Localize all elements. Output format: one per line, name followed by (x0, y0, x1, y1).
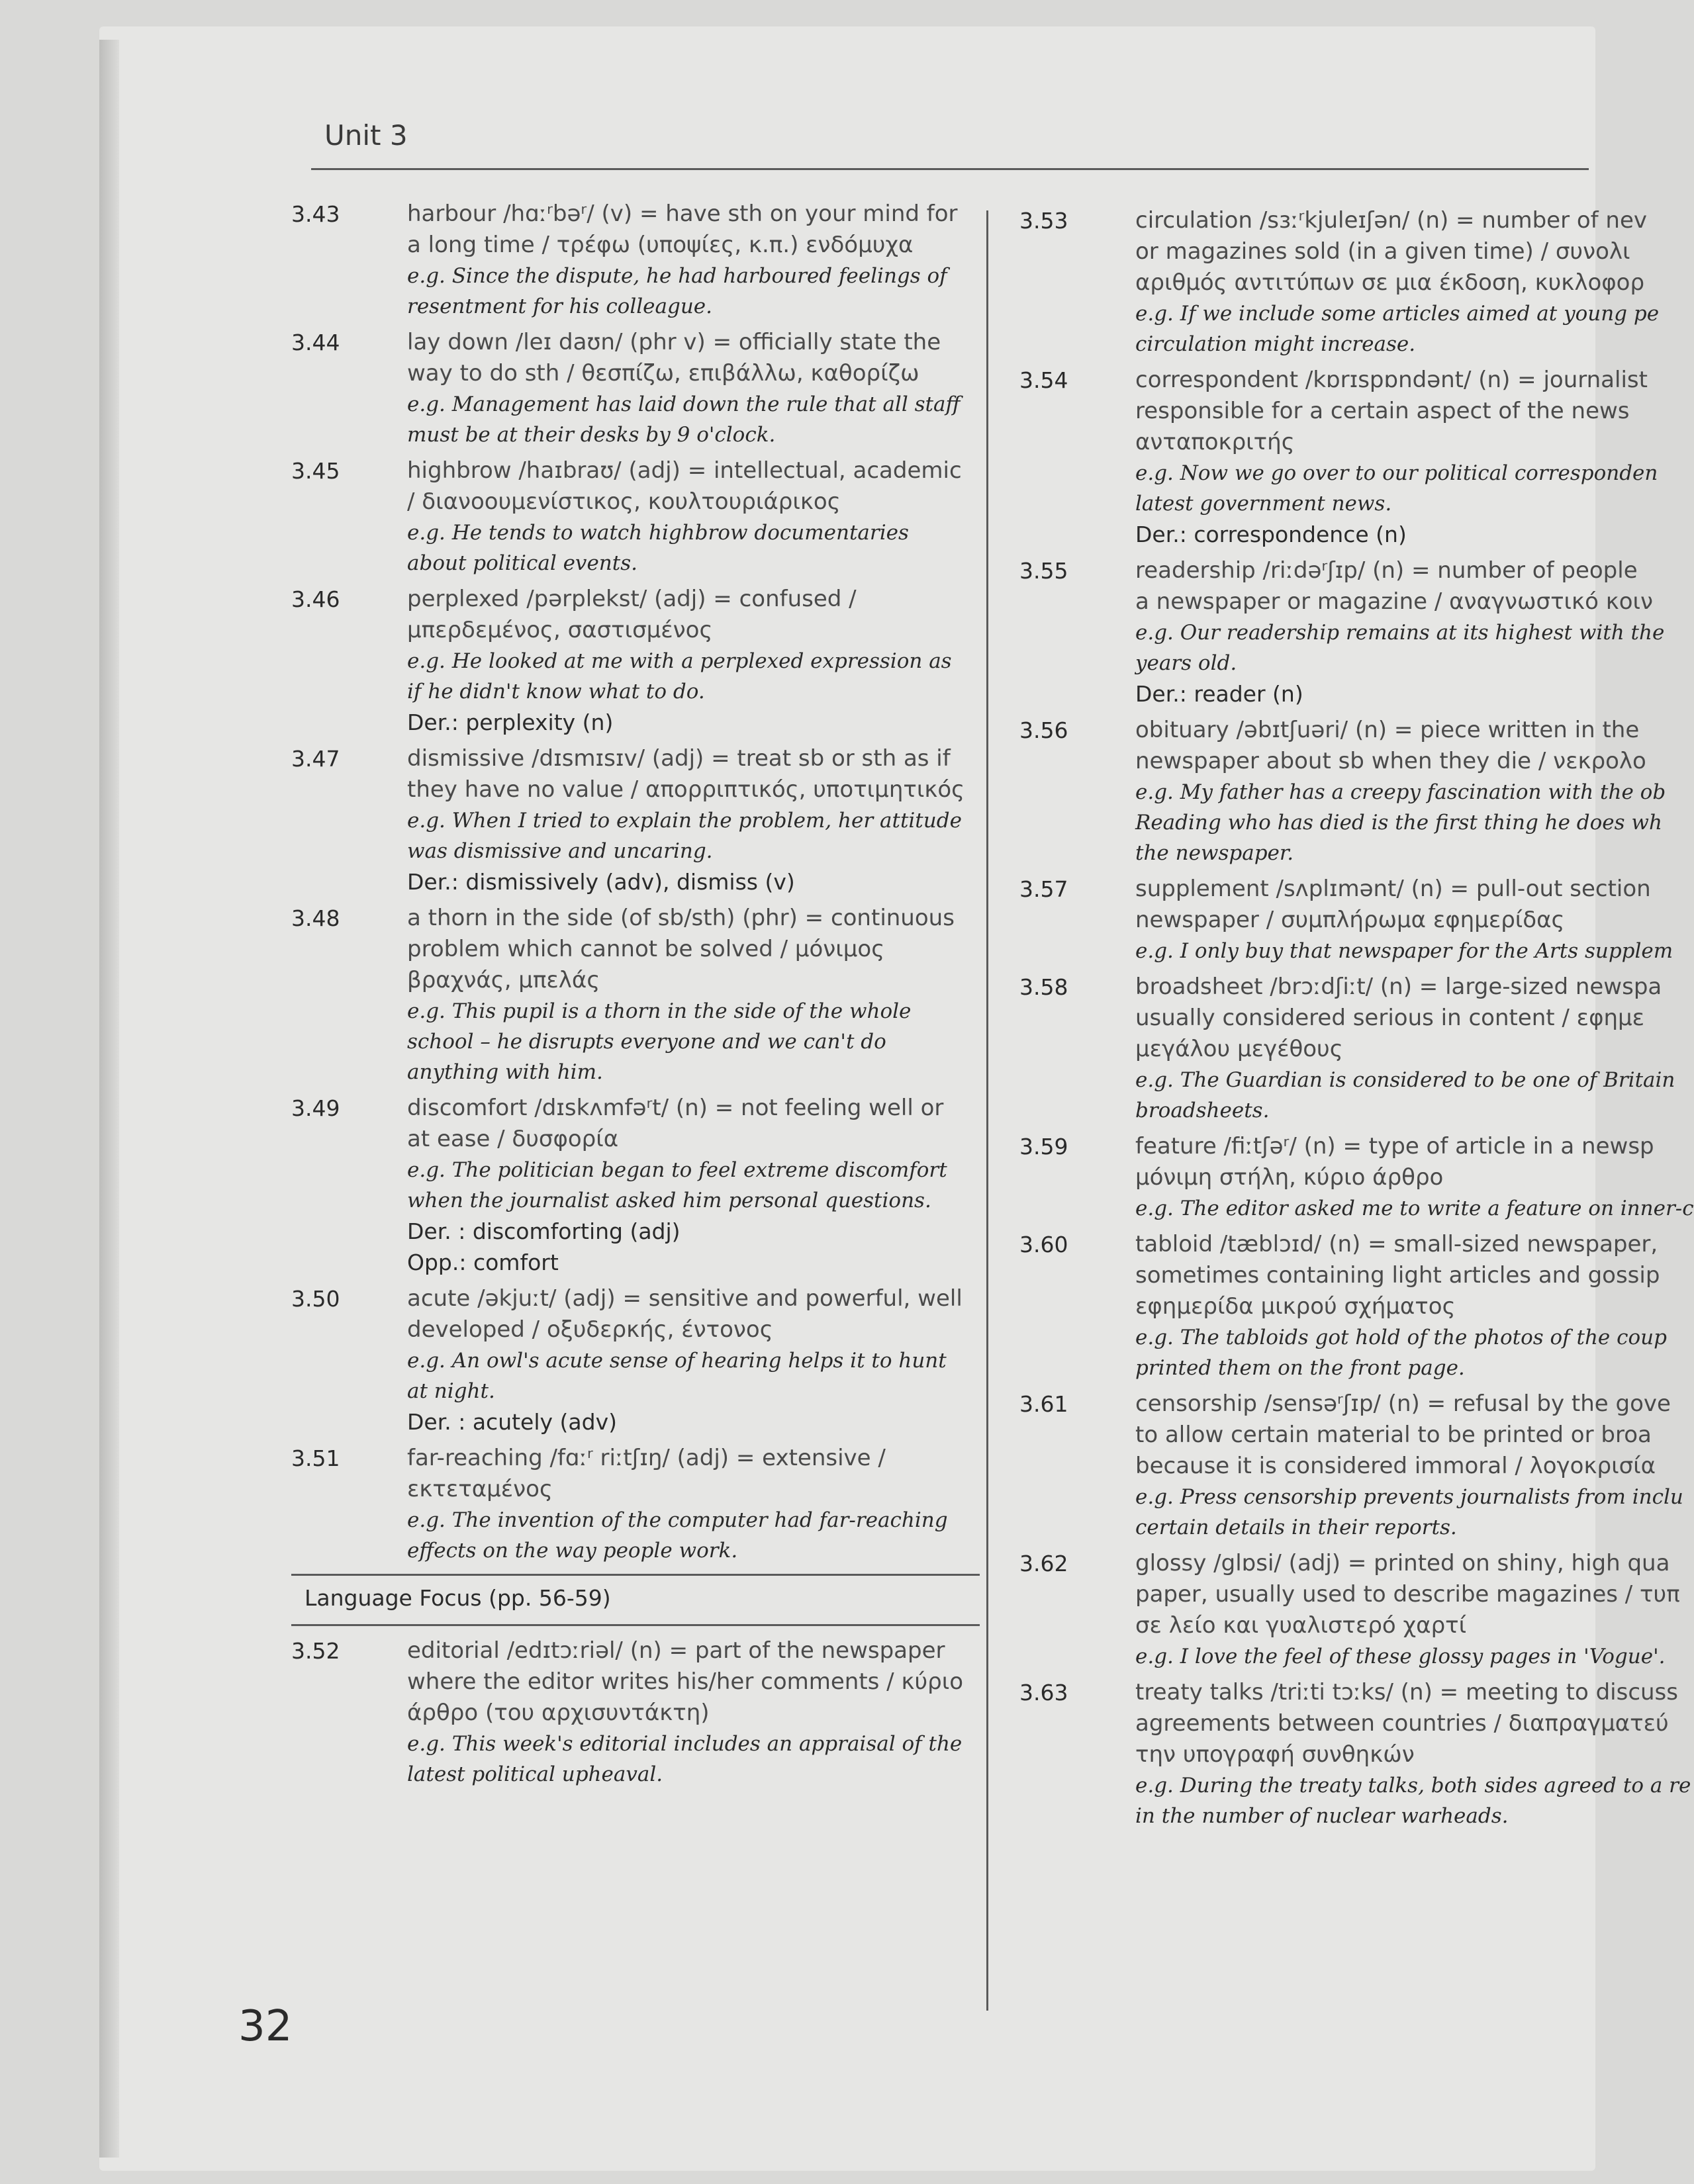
entry-line: a newspaper or magazine / αναγνωστικό κοιν (1135, 588, 1654, 615)
vocab-entry (1019, 1677, 1691, 1831)
entry-line: glossy /glɒsi/ (adj) = printed on shiny, high qua (1135, 1550, 1670, 1576)
entry-number: 3.59 (1019, 1134, 1068, 1160)
entry-example: e.g. The politician began to feel extreme discomfort when the journalist asked him personal questions. (407, 1158, 947, 1212)
entry-example: e.g. Now we go over to our political corresponden (1135, 461, 1658, 485)
right-column (1019, 205, 1694, 1837)
entry-headword: highbrow /haɪbraʊ/ (adj) = intellectual, academic / διανοουμενίστικος, κουλτουριάρικος (407, 457, 962, 515)
entry-number: 3.43 (291, 201, 340, 227)
entry-example: e.g. This week's editorial includes an appraisal of the latest political upheaval. (407, 1732, 963, 1786)
entry-number: 3.54 (1019, 367, 1068, 393)
entry-line: treaty talks /triːti tɔːks/ (n) = meeting to discuss (1135, 1679, 1678, 1706)
vocab-entry (291, 903, 966, 1087)
entry-number: 3.52 (291, 1638, 340, 1664)
header-rule (311, 168, 1589, 170)
entry-line: usually considered serious in content / εφημε (1135, 1005, 1645, 1031)
entry-number: 3.55 (1019, 558, 1068, 584)
entry-line: agreements between countries / διαπραγματεύ (1135, 1710, 1669, 1737)
entry-number: 3.56 (1019, 717, 1068, 743)
entry-example: e.g. The tabloids got hold of the photos of the coup (1135, 1326, 1667, 1349)
entry-headword: far-reaching /fɑːʳ riːtʃɪŋ/ (adj) = extensive / εκτεταμένος (407, 1445, 886, 1502)
entry-headword: perplexed /pərplekst/ (adj) = confused / μπερδεμένος, σαστισμένος (407, 586, 857, 643)
entry-line: broadsheet /brɔːdʃiːt/ (n) = large-sized newspa (1135, 974, 1662, 1000)
vocab-entry (291, 1443, 966, 1566)
entry-line: circulation /sɜːʳkjuleɪʃən/ (n) = number of nev (1135, 207, 1648, 234)
entry-example: certain details in their reports. (1135, 1516, 1457, 1539)
entry-number: 3.62 (1019, 1551, 1068, 1576)
section-title: Language Focus (pp. 56-59) (291, 1574, 980, 1626)
entry-example: broadsheets. (1135, 1099, 1270, 1122)
entry-headword: editorial /edɪtɔːriəl/ (n) = part of the newspaper where the editor writes his/her comments / κύριο άρθρο (του αρχισυντάκτη) (407, 1637, 964, 1726)
entry-headword: acute /əkjuːt/ (adj) = sensitive and powerful, well developed / οξυδερκής, έντονος (407, 1285, 963, 1343)
entry-headword: dismissive /dɪsmɪsɪv/ (adj) = treat sb or sth as if they have no value / απορριπτικός, υποτιμητικός (407, 745, 965, 803)
entry-example: latest government news. (1135, 492, 1392, 516)
vocab-entry (291, 327, 966, 450)
vocab-entry (291, 1093, 966, 1278)
entry-number: 3.45 (291, 458, 340, 484)
entry-example: e.g. I love the feel of these glossy pages in 'Vogue'. (1135, 1645, 1666, 1668)
entry-line: εφημερίδα μικρού σχήματος (1135, 1293, 1456, 1320)
entry-headword: lay down /leɪ daʊn/ (phr v) = officially state the way to do sth / θεσπίζω, επιβάλλω, καθορίζω (407, 329, 941, 387)
entry-line: την υπογραφή συνθηκών (1135, 1741, 1415, 1768)
entry-number: 3.60 (1019, 1232, 1068, 1257)
unit-label: Unit 3 (324, 119, 408, 152)
entry-number: 3.47 (291, 746, 340, 772)
entry-derivative: Der.: reader (n) (1135, 681, 1303, 707)
entry-line: supplement /sʌplɪmənt/ (n) = pull-out section (1135, 876, 1651, 902)
entry-number: 3.57 (1019, 876, 1068, 902)
entry-line: censorship /sensəʳʃɪp/ (n) = refusal by the gove (1135, 1390, 1671, 1417)
entry-line: because it is considered immoral / λογοκρισία (1135, 1453, 1656, 1479)
entry-headword: discomfort /dɪskʌmfəʳt/ (n) = not feeling well or at ease / δυσφορία (407, 1095, 944, 1152)
entry-example: e.g. During the treaty talks, both sides agreed to a re (1135, 1774, 1691, 1797)
entry-derivative: Der.: perplexity (n) (407, 709, 614, 735)
entry-number: 3.50 (291, 1286, 340, 1312)
entry-line: or magazines sold (in a given time) / συνολι (1135, 238, 1630, 265)
entry-example: e.g. If we include some articles aimed at young pe (1135, 302, 1660, 326)
entry-example: Reading who has died is the first thing he does wh (1135, 811, 1662, 835)
entry-example: e.g. This pupil is a thorn in the side of the whole school – he disrupts everyone and we can't do anything with him. (407, 999, 912, 1084)
entry-derivative: Der. : discomforting (adj) (407, 1218, 681, 1244)
entry-example: e.g. I only buy that newspaper for the Arts supplem (1135, 939, 1673, 963)
vocab-entry (1019, 1229, 1667, 1383)
entry-line: readership /riːdəʳʃɪp/ (n) = number of people (1135, 557, 1638, 584)
entry-line: sometimes containing light articles and gossip (1135, 1262, 1660, 1289)
entry-line: newspaper / συμπλήρωμα εφημερίδας (1135, 907, 1565, 933)
entry-example: e.g. Since the dispute, he had harboured feelings of resentment for his colleague. (407, 264, 947, 318)
entry-line: αριθμός αντιτύπων σε μια έκδοση, κυκλοφορ (1135, 269, 1645, 296)
entry-example: e.g. He looked at me with a perplexed expression as if he didn't know what to do. (407, 649, 952, 704)
entry-derivative: Der.: correspondence (n) (1135, 522, 1407, 547)
vocab-entry (291, 199, 966, 322)
entry-number: 3.46 (291, 586, 340, 612)
entry-example: printed them on the front page. (1135, 1356, 1465, 1380)
vocab-entry (1019, 972, 1675, 1126)
entry-line: tabloid /tæblɔɪd/ (n) = small-sized newspaper, (1135, 1231, 1658, 1257)
entry-number: 3.63 (1019, 1680, 1068, 1706)
vocab-entry (1019, 874, 1673, 966)
entry-line: feature /fiːtʃəʳ/ (n) = type of article in a newsp (1135, 1133, 1654, 1160)
entry-example: the newspaper. (1135, 841, 1294, 865)
entry-example: circulation might increase. (1135, 332, 1416, 356)
entry-line: ανταποκριτής (1135, 429, 1295, 455)
entry-line: μόνιμη στήλη, κύριο άρθρο (1135, 1164, 1444, 1191)
page-edge (99, 40, 119, 2158)
entry-number: 3.51 (291, 1445, 340, 1471)
entry-example: e.g. When I tried to explain the problem, her attitude was dismissive and uncaring. (407, 809, 962, 863)
entry-line: newspaper about sb when they die / νεκρολο (1135, 748, 1646, 774)
left-column (291, 199, 966, 1795)
entry-number: 3.61 (1019, 1391, 1068, 1417)
entry-example: e.g. The Guardian is considered to be one of Britain (1135, 1068, 1675, 1092)
entry-example: e.g. Our readership remains at its highest with the (1135, 621, 1665, 645)
entry-headword: a thorn in the side (of sb/sth) (phr) = continuous problem which cannot be solved / μόνιμος βραχνάς, μπελάς (407, 905, 955, 993)
entry-example: e.g. Management has laid down the rule that all staff must be at their desks by 9 o'clock. (407, 392, 961, 447)
vocab-entry (1019, 1548, 1680, 1672)
entry-opposite: Opp.: comfort (407, 1250, 559, 1275)
entry-number: 3.58 (1019, 974, 1068, 1000)
entry-example: e.g. The invention of the computer had far-reaching effects on the way people work. (407, 1508, 948, 1563)
entry-example: e.g. Press censorship prevents journalists from inclu (1135, 1485, 1683, 1509)
entry-number: 3.49 (291, 1095, 340, 1121)
vocab-entry (1019, 205, 1660, 359)
entry-example: e.g. He tends to watch highbrow documentaries about political events. (407, 521, 909, 575)
entry-example: years old. (1135, 651, 1237, 675)
entry-line: to allow certain material to be printed or broa (1135, 1422, 1652, 1448)
entry-example: e.g. My father has a creepy fascination with the ob (1135, 780, 1666, 804)
entry-line: correspondent /kɒrɪspɒndənt/ (n) = journalist (1135, 367, 1648, 393)
entry-derivative: Der. : acutely (adv) (407, 1409, 617, 1435)
entry-number: 3.48 (291, 905, 340, 931)
entry-line: responsible for a certain aspect of the news (1135, 398, 1630, 424)
entry-example: e.g. An owl's acute sense of hearing helps it to hunt at night. (407, 1349, 947, 1403)
entry-example: in the number of nuclear warheads. (1135, 1804, 1509, 1828)
vocab-entry (1019, 1131, 1694, 1224)
vocab-entry (291, 1283, 966, 1437)
page-number: 32 (238, 2002, 293, 2051)
vocab-entry (1019, 715, 1666, 868)
entry-example: e.g. The editor asked me to write a feature on inner-c (1135, 1197, 1694, 1220)
entry-line: μεγάλου μεγέθους (1135, 1036, 1343, 1062)
entry-headword: harbour /hɑːʳbəʳ/ (v) = have sth on your mind for a long time / τρέφω (υποψίες, κ.π.) ενδόμυχα (407, 201, 958, 258)
vocab-entry (291, 743, 966, 897)
vocab-entry (291, 584, 966, 738)
entry-number: 3.53 (1019, 208, 1068, 234)
entry-line: paper, usually used to describe magazines / τυπ (1135, 1581, 1680, 1608)
entry-line: obituary /əbɪtʃuəri/ (n) = piece written in the (1135, 717, 1640, 743)
column-divider (986, 210, 988, 2011)
vocab-entry (1019, 365, 1658, 550)
entry-line: σε λείο και γυαλιστερό χαρτί (1135, 1612, 1467, 1639)
entry-derivative: Der.: dismissively (adv), dismiss (v) (407, 869, 795, 895)
vocab-entry (1019, 555, 1665, 709)
vocab-entry (291, 455, 966, 578)
vocab-entry (291, 1635, 966, 1790)
vocab-entry (1019, 1388, 1683, 1543)
entry-number: 3.44 (291, 330, 340, 355)
